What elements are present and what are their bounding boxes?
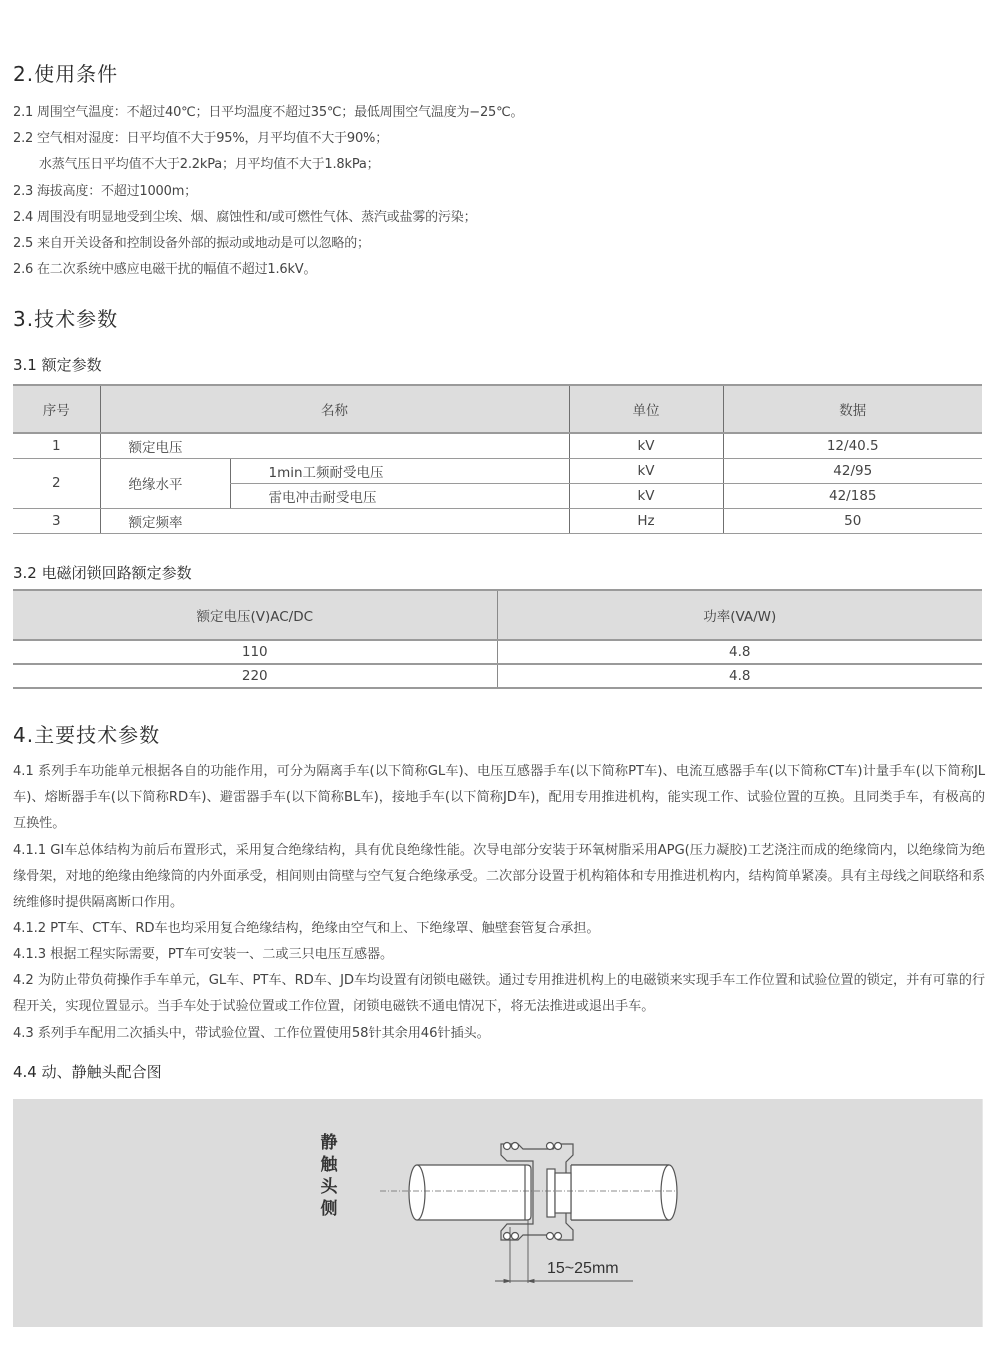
cell-no: 2 [13, 458, 100, 508]
cell-name: 额定频率 [100, 508, 569, 533]
subsection-title-diagram: 4.4 动、静触头配合图 [13, 1063, 162, 1081]
paragraph: 4.1 系列手车功能单元根据各自的功能作用，可分为隔离手车(以下简称GL车)、电压互感器手车(以下简称PT车)、电流互感器手车(以下简称CT车)计量手车(以下简称JL车)、熔断器手车(以下简称RD车)、避雷器手车(以下简称BL车)，接地手车(以下简称JD车)，配用专用推进机构，能实现工作、试验位置的互换。且同类手车，有极高的互换性。 [13, 764, 985, 831]
table-row [13, 508, 982, 533]
static-contact-side-label: 静触头侧 [320, 1133, 338, 1219]
cell-unit: Hz [569, 508, 723, 533]
cell-value: 42/95 [723, 458, 982, 483]
condition-line: 2.5 来自开关设备和控制设备外部的振动或地动是可以忽略的； [13, 236, 370, 251]
header-voltage: 额定电压(V)AC/DC [13, 590, 497, 640]
table-row [13, 664, 982, 688]
cell-no: 1 [13, 433, 100, 458]
cell-name: 额定电压 [100, 433, 569, 458]
condition-line: 2.6 在二次系统中感应电磁干扰的幅值不超过1.6kV。 [13, 262, 317, 277]
paragraph: 4.2 为防止带负荷操作手车单元，GL车、PT车、RD车、JD车均设置有闭锁电磁铁。通过专用推进机构上的电磁锁来实现手车工作位置和试验位置的锁定，并有可靠的行程开关，实现位置显示。当手车处于试验位置或工作位置，闭锁电磁铁不通电情况下，将无法推进或退出手车。 [13, 973, 985, 1014]
header-power: 功率(VA/W) [497, 590, 982, 640]
contact-drawing [13, 1099, 982, 1327]
table-row [13, 458, 982, 483]
cell-name: 绝缘水平 [100, 458, 230, 508]
subsection-title-interlock: 3.2 电磁闭锁回路额定参数 [13, 564, 192, 582]
header-no: 序号 [13, 385, 100, 433]
paragraph: 4.1.3 根据工程实际需要，PT车可安装一、二或三只电压互感器。 [13, 947, 394, 962]
cell-subname: 1min工频耐受电压 [230, 458, 569, 483]
table-row [13, 640, 982, 664]
cell-unit: kV [569, 483, 723, 508]
header-name: 名称 [100, 385, 569, 433]
left-conductor-shape [409, 1165, 531, 1220]
condition-line: 水蒸气压日平均值不大于2.2kPa；月平均值不大于1.8kPa； [39, 157, 380, 172]
contact-fit-diagram [13, 1099, 983, 1327]
condition-line: 2.4 周围没有明显地受到尘埃、烟、腐蚀性和/或可燃性气体、蒸汽或盐雾的污染； [13, 210, 477, 225]
cell-unit: kV [569, 433, 723, 458]
table-header-row [13, 385, 982, 433]
cell-voltage: 220 [13, 664, 497, 688]
table-row [13, 433, 982, 458]
section-title-tech: 3.技术参数 [13, 307, 119, 331]
right-conductor-shape [571, 1165, 677, 1220]
condition-line: 2.3 海拔高度：不超过1000m； [13, 184, 197, 199]
section-title-main: 4.主要技术参数 [13, 723, 161, 747]
paragraph: 4.1.2 PT车、CT车、RD车也均采用复合绝缘结构，绝缘由空气和上、下绝缘罩、触壁套管复合承担。 [13, 921, 600, 936]
cell-value: 50 [723, 508, 982, 533]
cell-power: 4.8 [497, 640, 982, 664]
rated-parameters-table [13, 384, 982, 534]
interlock-parameters-table [13, 589, 982, 689]
cell-subname: 雷电冲击耐受电压 [230, 483, 569, 508]
cell-value: 42/185 [723, 483, 982, 508]
cell-value: 12/40.5 [723, 433, 982, 458]
table-header-row [13, 590, 982, 640]
condition-line: 2.2 空气相对湿度：日平均值不大于95%，月平均值不大于90%； [13, 131, 388, 146]
cell-no: 3 [13, 508, 100, 533]
paragraph: 4.3 系列手车配用二次插头中，带试验位置、工作位置使用58针其余用46针插头。 [13, 1026, 490, 1041]
subsection-title-rated: 3.1 额定参数 [13, 356, 102, 374]
cell-unit: kV [569, 458, 723, 483]
paragraph: 4.1.1 GI车总体结构为前后布置形式，采用复合绝缘结构，具有优良绝缘性能。次导电部分安装于环氧树脂采用APG(压力凝胶)工艺浇注而成的绝缘筒内，以绝缘筒为绝缘骨架，对地的绝缘由绝缘筒的内外面承受，相间则由筒壁与空气复合绝缘承受。二次部分设置于机构箱体和专用推进机构内，结构简单紧凑。具有主母线之间联络和系统维修时提供隔离断口作用。 [13, 843, 985, 910]
cell-voltage: 110 [13, 640, 497, 664]
cell-power: 4.8 [497, 664, 982, 688]
header-unit: 单位 [569, 385, 723, 433]
header-value: 数据 [723, 385, 982, 433]
dimension-label: 15~25mm [547, 1260, 619, 1277]
condition-line: 2.1 周围空气温度：不超过40℃；日平均温度不超过35℃；最低周围空气温度为−25℃。 [13, 105, 524, 120]
section-title-conditions: 2.使用条件 [13, 62, 119, 86]
